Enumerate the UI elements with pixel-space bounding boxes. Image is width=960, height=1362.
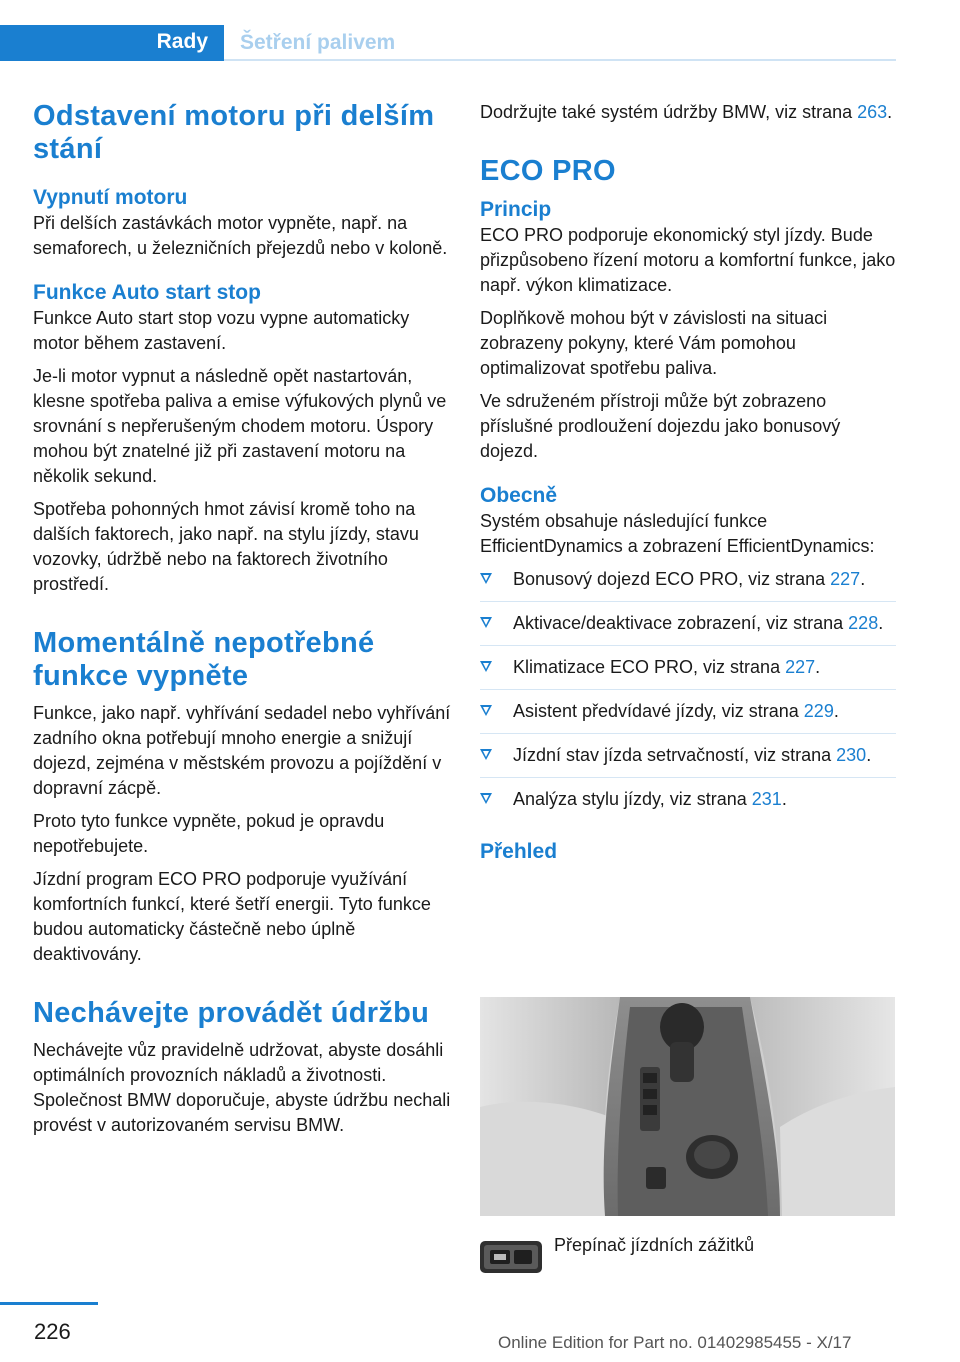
bullet-triangle-icon <box>480 705 492 716</box>
page-link[interactable]: 228 <box>848 613 879 633</box>
paragraph-auto-start-stop-3: Spotřeba pohonných hmot závisí kromě toho na dalších faktorech, jako např. na stylu jízdy, stavu vozovky, údržbě nebo na faktorech životního prostředí. <box>33 499 419 594</box>
list-item: Jízdní stav jízda setrvačností, viz strana 230. <box>480 743 896 778</box>
header-bar <box>0 25 896 63</box>
function-list <box>480 567 896 821</box>
paragraph-vypnuti-motoru: Při delších zastávkách motor vypněte, např. na semaforech, u železničních přejezdů nebo v koloně. <box>33 213 448 258</box>
caption-text: Přepínač jízdních zážitků <box>554 1235 755 1255</box>
page-link[interactable]: 229 <box>803 701 834 721</box>
paragraph-funkce-2: Proto tyto funkce vypněte, pokud je opravdu nepotřebujete. <box>33 811 385 856</box>
page-link[interactable]: 230 <box>836 745 867 765</box>
paragraph-obecne: Systém obsahuje následující funkce EfficientDynamics a zobrazení EfficientDynamics: <box>480 511 875 556</box>
bullet-triangle-icon <box>480 573 492 584</box>
bullet-triangle-icon <box>480 661 492 672</box>
paragraph-eco-2: Doplňkově mohou být v závislosti na situaci zobrazeny pokyny, které Vám pomohou optimalizovat spotřebu paliva. <box>480 308 828 378</box>
paragraph-eco-1: ECO PRO podporuje ekonomický styl jízdy. Bude přizpůsobeno řízení motoru a komfortní funkce, jako např. výkon klimatizace. <box>480 225 896 295</box>
header-rule <box>224 59 896 61</box>
page-number: 226 <box>34 1319 71 1344</box>
heading-nepotrebne-funkce: Momentálně nepotřebné funkce vypněte <box>33 627 375 692</box>
left-column <box>33 100 453 1138</box>
page-link[interactable]: 227 <box>785 657 816 677</box>
paragraph-eco-3: Ve sdruženém přístroji může být zobrazeno příslušné prodloužení dojezdu jako bonusový dojezd. <box>480 391 841 461</box>
tab-setreni-palivem[interactable]: Šetření palivem <box>240 31 396 54</box>
right-column <box>480 100 896 865</box>
paragraph-system-udrzby: Dodržujte také systém údržby BMW, viz strana 263. <box>480 102 893 122</box>
center-console-photo <box>480 997 895 1216</box>
heading-princip: Princip <box>480 198 552 221</box>
heading-odstaveni-motoru: Odstavení motoru při delším stání <box>33 100 435 165</box>
edition-info: Online Edition for Part no. 01402985455 - X/17 <box>498 1333 852 1352</box>
list-item: Analýza stylu jízdy, viz strana 231. <box>480 787 896 821</box>
page-link[interactable]: 227 <box>830 569 861 589</box>
paragraph-auto-start-stop-1: Funkce Auto start stop vozu vypne automaticky motor během zastavení. <box>33 308 410 353</box>
list-item: Asistent předvídavé jízdy, viz strana 229. <box>480 699 896 734</box>
heading-prehled: Přehled <box>480 840 558 863</box>
driving-experience-switch-icon <box>480 1241 542 1273</box>
heading-obecne: Obecně <box>480 484 558 507</box>
list-item: Aktivace/deaktivace zobrazení, viz strana 228. <box>480 611 896 646</box>
paragraph-funkce-3: Jízdní program ECO PRO podporuje využívání komfortních funkcí, které šetří energii. Tyto funkce budou automaticky částečně nebo úplně deaktivovány. <box>33 869 431 964</box>
heading-vypnuti-motoru: Vypnutí motoru <box>33 186 188 209</box>
photo-caption <box>480 1233 896 1277</box>
bullet-triangle-icon <box>480 617 492 628</box>
heading-eco-pro: ECO PRO <box>480 155 616 187</box>
footer-rule <box>0 1302 98 1305</box>
paragraph-udrzba: Nechávejte vůz pravidelně udržovat, abyste dosáhli optimálních provozních nákladů a životnosti. Společnost BMW doporučuje, abyste údržbu nechali provést v autorizovaném servisu BMW. <box>33 1040 451 1135</box>
heading-auto-start-stop: Funkce Auto start stop <box>33 281 261 304</box>
paragraph-funkce-1: Funkce, jako např. vyhřívání sedadel nebo vyhřívání zadního okna potřebují mnoho energie a snižují dojezd, zejména v městském provozu a pojíždění v dopravní zácpě. <box>33 703 451 798</box>
tab-rady[interactable]: Rady <box>0 25 224 61</box>
heading-udrzba: Nechávejte provádět údržbu <box>33 997 430 1029</box>
list-item: Klimatizace ECO PRO, viz strana 227. <box>480 655 896 690</box>
page-link-263[interactable]: 263 <box>857 102 888 122</box>
paragraph-auto-start-stop-2: Je-li motor vypnut a následně opět nastartován, klesne spotřeba paliva a emise výfukových plynů ve srovnání s nepřerušeným chodem motoru. Úspory mohou být znatelné již při zastavení motoru na několik sekund. <box>33 366 447 486</box>
page-link[interactable]: 231 <box>751 789 782 809</box>
list-item: Bonusový dojezd ECO PRO, viz strana 227. <box>480 567 896 602</box>
bullet-triangle-icon <box>480 749 492 760</box>
bullet-triangle-icon <box>480 793 492 804</box>
